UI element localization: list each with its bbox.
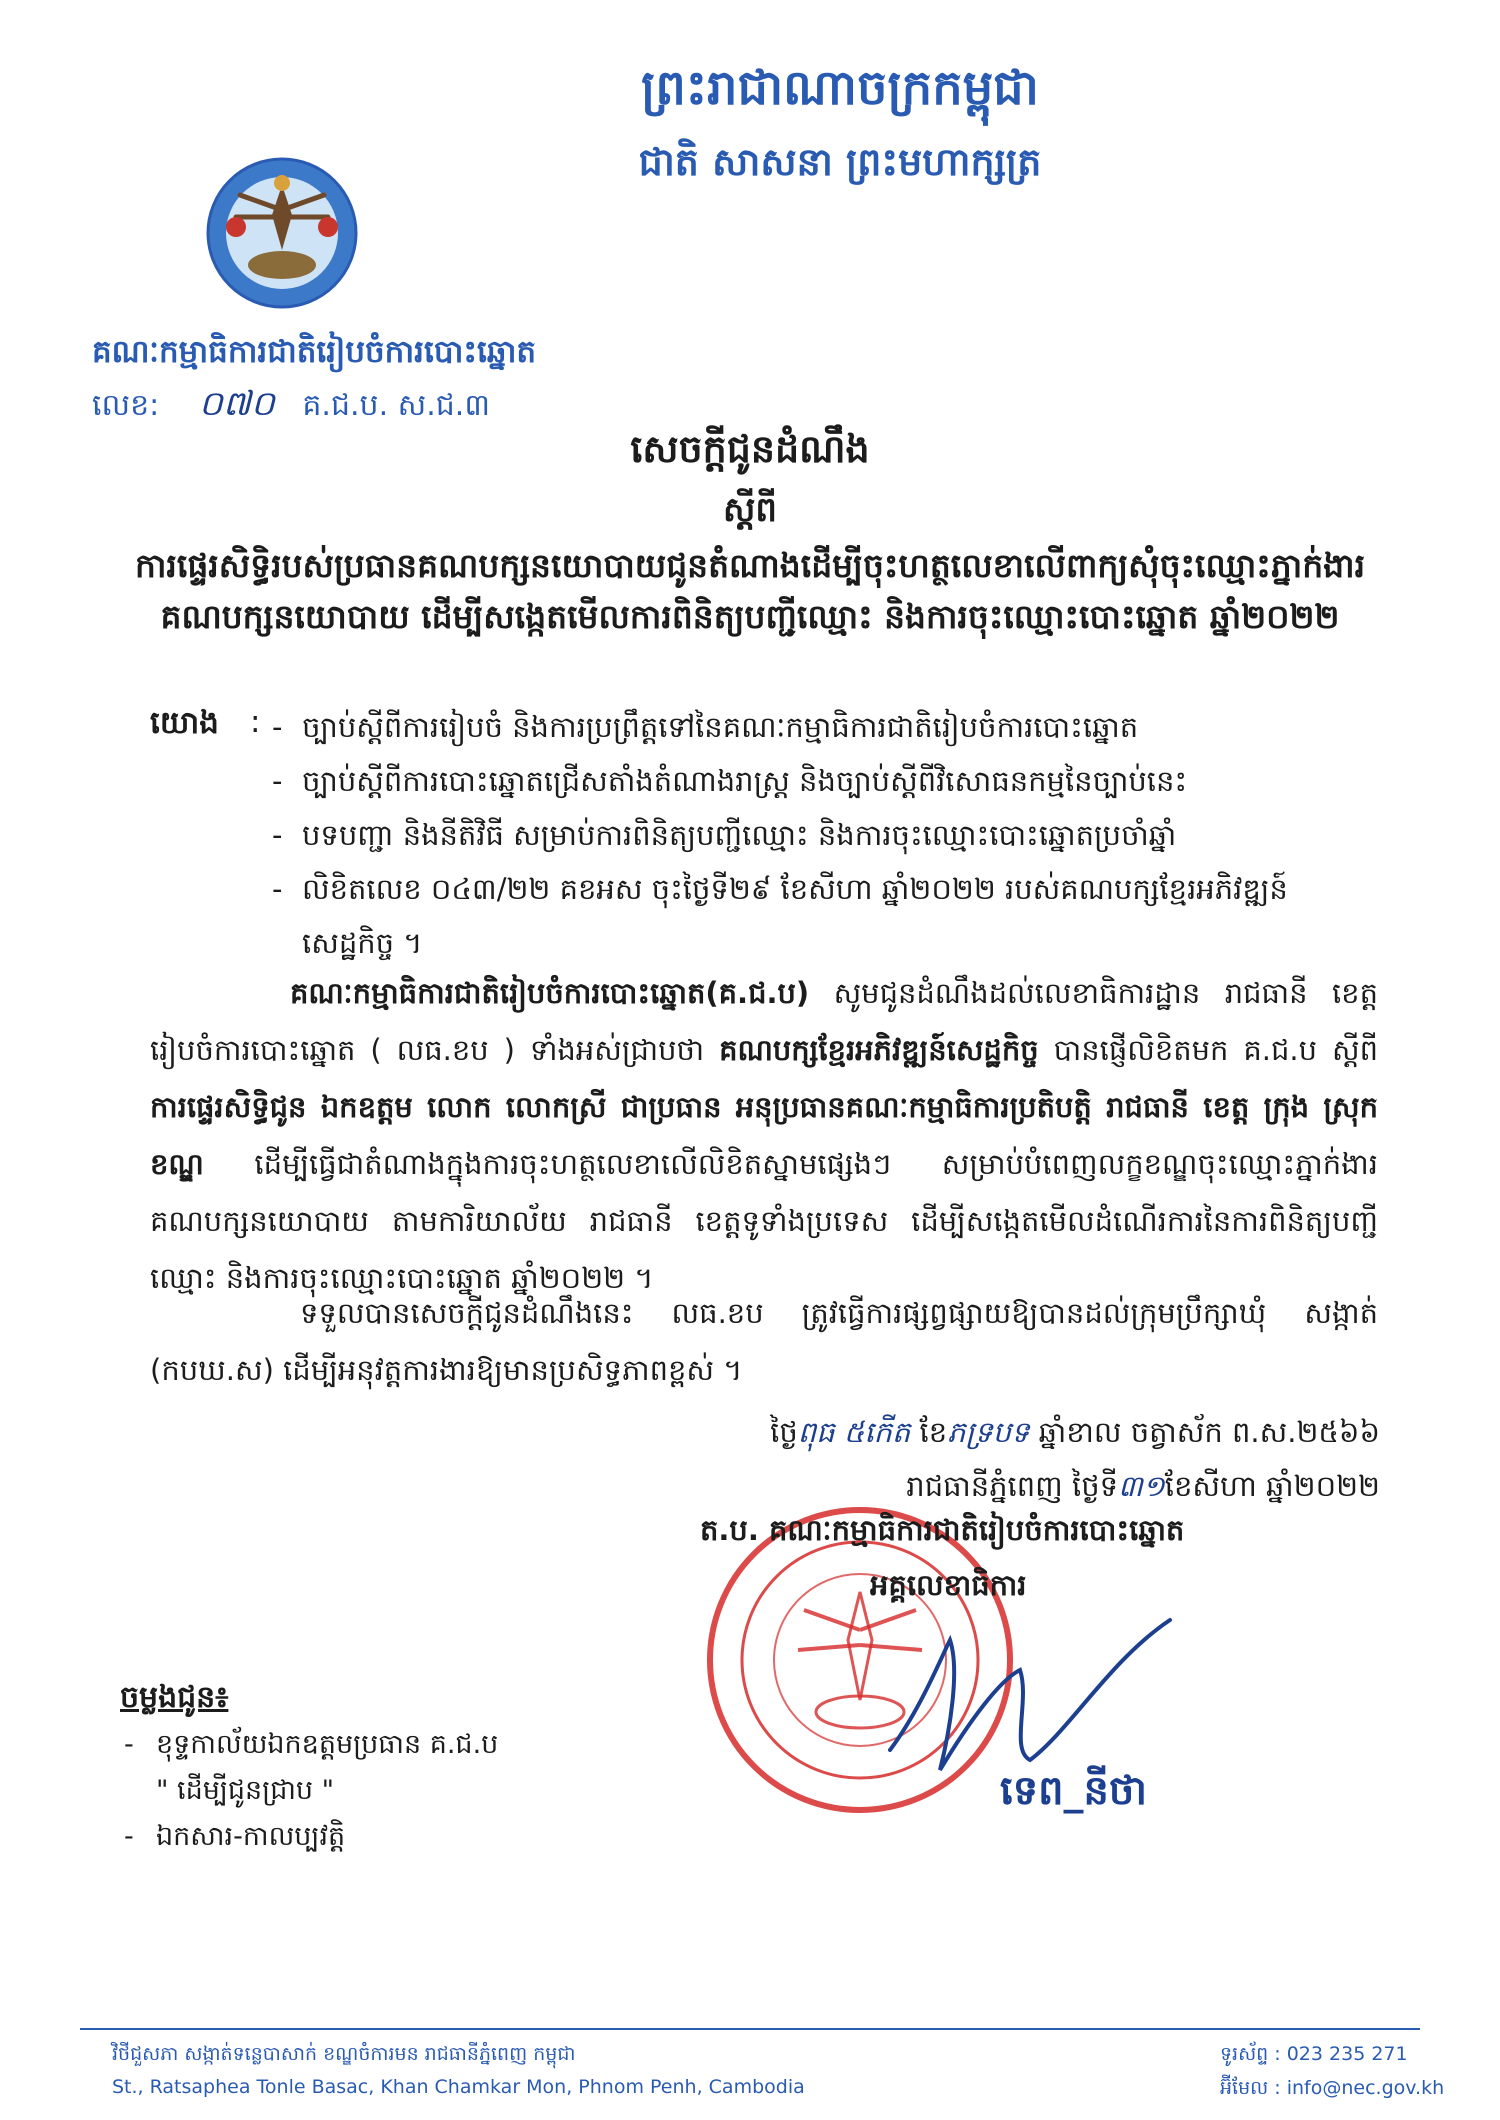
party-name-bold: គណបក្សខ្មែរអភិវឌ្ឍន៍សេដ្ឋកិច្ច [719,1033,1039,1067]
lunar-month-handwritten: ភទ្របទ [947,1415,1030,1449]
date-suffix: ខែសីហា ឆ្នាំ២០២២ [1164,1469,1380,1503]
signatory-organization: ត.ប. គណៈកម្មាធិការជាតិរៀបចំការបោះឆ្នោត [700,1513,1185,1547]
national-motto: ជាតិ សាសនា ព្រះមហាក្សត្រ [638,139,1042,184]
basis-label: យោង [150,705,219,741]
distribution-item: " ដើម្បីជូនជ្រាប " [156,1775,335,1806]
body-paragraph-2: ទទួលបានសេចក្ដីជូនដំណឹងនេះ លធ.ខប ត្រូវធ្វើការផ្សព្វផ្សាយឱ្យបានដល់ក្រុមប្រឹក្សាឃុំ សង្កាត់ (កបឃ.ស) ដើម្បីអនុវត្តការងារឱ្យមានប្រសិទ្ធភាពខ្ពស់ ។ [150,1296,1378,1387]
distribution-list [120,1722,720,1860]
kingdom-heading: ព្រះរាជាណាចក្រកម្ពុជា [641,60,1039,116]
date-day-handwritten: ៣១ [1118,1469,1165,1503]
basis-colon: : [250,704,261,740]
lunar-date-line [620,1405,1380,1459]
body-paragraph-1 [150,965,1378,1307]
signatory-title: អគ្គលេខាធិការ [870,1568,1027,1602]
lunar-month-label: ខែ [919,1415,948,1449]
distribution-label: ចម្លងជូន៖ [120,1680,229,1715]
footer-divider [80,2028,1420,2030]
reference-label: លេខ: [92,388,160,423]
footer-email[interactable]: អ៊ីមែល : info@nec.gov.kh [1220,2077,1445,2099]
lunar-year: ឆ្នាំខាល ចត្វាស័ក ព.ស.២៥៦៦ [1038,1415,1380,1449]
basis-item: - ច្បាប់ស្ដីពីការបោះឆ្នោតជ្រើសតាំងតំណាងរាស្ត្រ និងច្បាប់ស្ដីពីវិសោធនកម្មនៃច្បាប់នេះ [268,754,1378,808]
title-about: ស្ដីពី [723,490,777,530]
organization-name: គណៈកម្មាធិការជាតិរៀបចំការបោះឆ្នោត [92,334,537,370]
lunar-prefix: ថ្ងៃ [770,1415,798,1449]
basis-item: - លិខិតលេខ ០៤៣/២២ គខអស ចុះថ្ងៃទី២៩ ខែសីហា ឆ្នាំ២០២២ របស់គណបក្សខ្មែរអភិវឌ្ឍន៍សេដ្ឋកិច្ច ។ [268,862,1378,970]
distribution-item: - ខុទ្ទកាល័យឯកឧត្តមប្រធាន គ.ជ.ប [120,1722,720,1768]
reference-number-handwritten: ០៧០ [198,384,275,424]
reference-code: គ.ជ.ប. ស.ជ.៣ [302,388,490,423]
signer-name: ទេព_នីថា [1000,1768,1147,1814]
nec-emblem-logo [200,155,365,315]
footer-address-khmer: វិថីជួសភា សង្កាត់ទន្លេបាសាក់ ខណ្ឌចំការមន រាជធានីភ្នំពេញ កម្ពុជា [112,2043,576,2065]
basis-item: - បទបញ្ជា និងនីតិវិធី សម្រាប់ការពិនិត្យបញ្ជីឈ្មោះ និងការចុះឈ្មោះបោះឆ្នោតប្រចាំឆ្នាំ [268,808,1378,862]
distribution-item: - ឯកសារ-កាលប្បវត្តិ [120,1814,720,1860]
document-title: សេចក្ដីជូនដំណឹង [630,427,870,471]
p1-text-a: សូមជូនដំណឹងដល់លេខាធិការដ្ឋាន រាជធានី ខេត្តរៀបចំការបោះឆ្នោត ( លធ.ខប ) ទាំងអស់ជ្រាបថា [150,976,1378,1067]
basis-list [268,700,1378,970]
p1-text-b: បានផ្ញើលិខិតមក គ.ជ.ប ស្ដីពី [1038,1033,1378,1067]
date-prefix: រាជធានីភ្នំពេញ ថ្ងៃទី [906,1469,1119,1503]
basis-item: - ច្បាប់ស្ដីពីការរៀបចំ និងការប្រព្រឹត្តទៅនៃគណៈកម្មាធិការជាតិរៀបចំការបោះឆ្នោត [268,700,1378,754]
footer-phone: ទូរស័ព្ទ : 023 235 271 [1220,2043,1408,2065]
transfer-subject-bold: ការផ្ទេរសិទ្ធិជូន ឯកឧត្តម លោក លោកស្រី ជាប្រធាន អនុប្រធានគណៈកម្មាធិការប្រតិបត្តិ រាជធានី ខេត្ត ក្រុង ស្រុក ខណ្ឌ [150,1090,1378,1181]
p1-text-c: ដើម្បីធ្វើជាតំណាងក្នុងការចុះហត្ថលេខាលើលិខិតស្នាមផ្សេងៗ សម្រាប់បំពេញលក្ខខណ្ឌចុះឈ្មោះភ្នាក់ងារគណបក្សនយោបាយ តាមការិយាល័យ រាជធានី ខេត្តទូទាំងប្រទេស ដើម្បីសង្កេតមើលដំណើរការនៃការពិនិត្យបញ្ជីឈ្មោះ និងការចុះឈ្មោះបោះឆ្នោត ឆ្នាំ២០២២ ។ [150,1147,1378,1295]
document-subject: ការផ្ទេរសិទ្ធិរបស់ប្រធានគណបក្សនយោបាយជូនតំណាងដើម្បីចុះហត្ថលេខាលើពាក្យសុំចុះឈ្មោះភ្នាក់ងារគណបក្សនយោបាយ ដើម្បីសង្កេតមើលការពិនិត្យបញ្ជីឈ្មោះ និងការចុះឈ្មោះបោះឆ្នោត ឆ្នាំ២០២២ [134,546,1366,637]
lunar-day-handwritten: ពុធ ៥កើត [797,1415,911,1449]
footer-address-english: St., Ratsaphea Tonle Basac, Khan Chamkar Mon, Phnom Penh, Cambodia [112,2076,805,2098]
nec-name-bold: គណៈកម្មាធិការជាតិរៀបចំការបោះឆ្នោត(គ.ជ.ប) [290,976,810,1010]
